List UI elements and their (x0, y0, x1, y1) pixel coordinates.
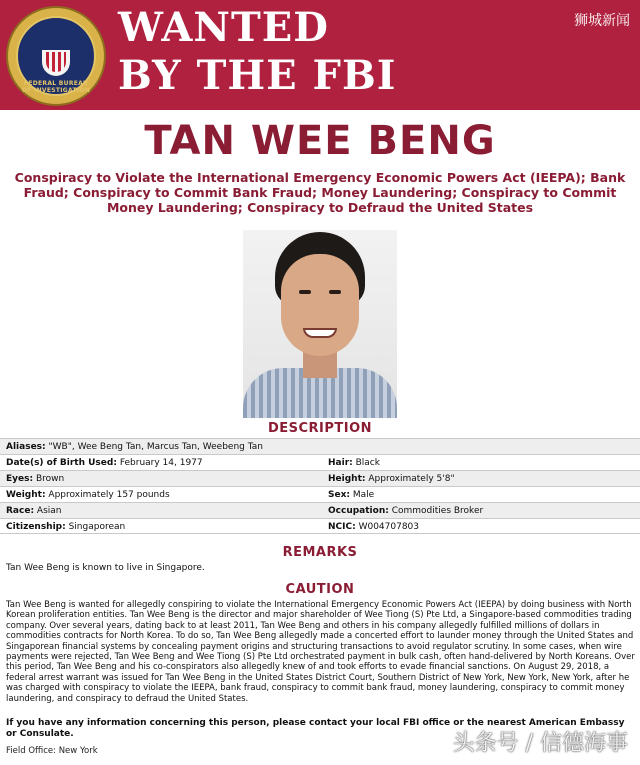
aliases-label: Aliases: (6, 442, 46, 452)
height-label: Height: (328, 474, 366, 484)
race-label: Race: (6, 506, 35, 516)
table-row (0, 518, 640, 534)
eyes-value: Brown (35, 474, 65, 484)
table-row (0, 470, 640, 486)
sex-value: Male (352, 490, 375, 500)
table-row (0, 454, 640, 470)
subject-name: TAN WEE BENG (144, 118, 496, 164)
contact-text: If you have any information concerning this person, please contact your local FBI office or the nearest American Embassy or Consulate. (6, 718, 625, 739)
citizenship-value: Singaporean (68, 522, 126, 532)
caution-text: Tan Wee Beng is wanted for allegedly conspiring to violate the International Emergency Economic Powers Act (IEEPA) by doing business with North Korean proliferation entities. Tan Wee Beng is the director and major shareholder of Wee Tiong (S) Pte Ltd, a Singapore-based commodities trading company. Over several years, dating back to at least 2011, Tan Wee Beng and others in his company allegedly fulfilled millions of dollars in commodities contracts for North Korea. To do so, Tan Wee Beng allegedly made a concerted effort to launder money through the United States and Singaporean financial systems by concealing payment origins and structuring transactions to avoid regulator scrutiny. In some cases, when wire payments were rejected, Tan Wee Beng and Wee Tiong (S) Pte Ltd orchestrated payment in bulk cash, often hand-delivered by North Koreans. Over this period, Tan Wee Beng and his co-conspirators also allegedly knew of and took efforts to evade financial sanctions. On August 29, 2018, a federal arrest warrant was issued for Tan Wee Beng in the United States District Court, Southern District of New York, New York, New York, after he was charged with conspiracy to violate the IEEPA, bank fraud, conspiracy to commit bank fraud, money laundering, conspiracy to commit money laundering, and conspiracy to defraud the United States. (6, 600, 635, 704)
citizenship-label: Citizenship: (6, 522, 66, 532)
watermark-top: 狮城新闻 (574, 13, 630, 29)
watermark-bottom: 头条号 / 信德海事 (452, 731, 628, 756)
aliases-value: "WB", Wee Beng Tan, Marcus Tan, Weebeng Tan (48, 442, 263, 452)
seal-text: FEDERAL BUREAU OF INVESTIGATION (21, 80, 91, 94)
table-row (0, 486, 640, 502)
hair-value: Black (355, 458, 380, 468)
charges-text: Conspiracy to Violate the International Emergency Economic Powers Act (IEEPA); Bank Fraud; Conspiracy to Commit Bank Fraud; Money Laundering; Conspiracy to Commit Money Laundering; Conspiracy to Defraud the United States (14, 170, 626, 215)
weight-value: Approximately 157 pounds (48, 490, 170, 500)
caution-heading: CAUTION (285, 582, 355, 597)
description-heading: DESCRIPTION (267, 421, 373, 436)
race-value: Asian (36, 506, 62, 516)
title-line-2: BY THE FBI (118, 52, 397, 99)
dob-value: February 14, 1977 (119, 458, 203, 468)
ncic-label: NCIC: (328, 522, 356, 532)
wanted-header-banner (0, 0, 640, 110)
description-table (0, 438, 640, 534)
fbi-seal-icon (6, 6, 106, 106)
field-office: Field Office: New York (6, 746, 98, 756)
wanted-title (118, 4, 538, 100)
table-row (0, 502, 640, 518)
height-value: Approximately 5'8" (368, 474, 455, 484)
remarks-text: Tan Wee Beng is known to live in Singapore. (6, 563, 205, 573)
occupation-value: Commodities Broker (391, 506, 484, 516)
dob-label: Date(s) of Birth Used: (6, 458, 117, 468)
hair-label: Hair: (328, 458, 353, 468)
weight-label: Weight: (6, 490, 46, 500)
eyes-label: Eyes: (6, 474, 34, 484)
occupation-label: Occupation: (328, 506, 389, 516)
sex-label: Sex: (328, 490, 350, 500)
table-row (0, 438, 640, 454)
subject-photo (243, 230, 397, 418)
title-line-1: WANTED (118, 4, 329, 51)
remarks-heading: REMARKS (282, 545, 358, 560)
ncic-value: W004707803 (358, 522, 420, 532)
